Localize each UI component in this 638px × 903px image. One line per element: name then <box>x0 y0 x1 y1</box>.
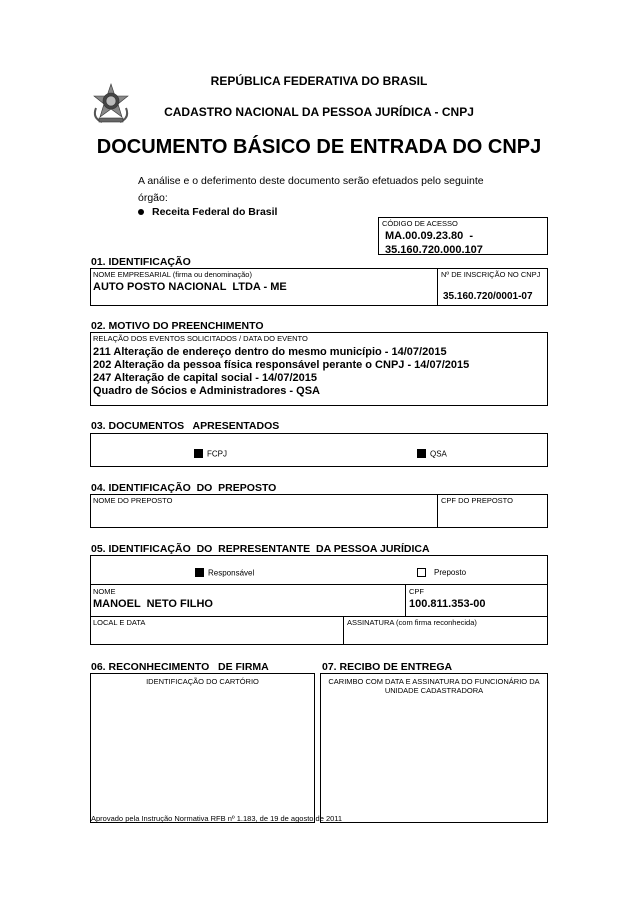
page-title: DOCUMENTO BÁSICO DE ENTRADA DO CNPJ <box>96 136 542 158</box>
footer-note: Aprovado pela Instrução Normativa RFB nº 1.183, de 19 de agosto de 2011 <box>91 814 343 823</box>
access-code-label: CÓDIGO DE ACESSO <box>382 219 458 228</box>
option-preposto-label: Preposto <box>434 568 467 578</box>
access-code-line1: MA.00.09.23.80 - <box>385 230 474 242</box>
company-name-label: NOME EMPRESARIAL (firma ou denominação) <box>93 270 252 279</box>
doc-fcpj <box>194 445 227 463</box>
event-item: 247 Alteração de capital social - 14/07/2015 <box>93 372 318 384</box>
section-05-box <box>90 555 548 645</box>
option-responsavel-label: Responsável <box>208 568 255 578</box>
access-code-box <box>378 217 548 255</box>
doc-qsa-label: QSA <box>430 449 447 459</box>
preposto-divider <box>437 495 438 527</box>
section-04-box <box>90 494 548 528</box>
events-label: RELAÇÃO DOS EVENTOS SOLICITADOS / DATA DO EVENTO <box>93 334 308 343</box>
access-code-line2: 35.160.720.000.107 <box>385 244 483 256</box>
bullet-text: Receita Federal do Brasil <box>152 206 278 218</box>
event-item: Quadro de Sócios e Administradores - QSA <box>93 385 320 397</box>
section-03-box <box>90 433 548 467</box>
section-02-box <box>90 332 548 406</box>
preposto-cpf-label: CPF DO PREPOSTO <box>441 496 513 505</box>
brazil-coat-of-arms-icon <box>90 82 132 126</box>
preposto-name-label: NOME DO PREPOSTO <box>93 496 173 505</box>
sign-divider <box>343 616 344 644</box>
option-responsavel <box>195 564 254 582</box>
event-item: 211 Alteração de endereço dentro do mesmo município - 14/07/2015 <box>93 346 447 358</box>
signature-label: ASSINATURA (com firma reconhecida) <box>347 618 477 627</box>
cnpj-divider <box>437 269 438 305</box>
event-item: 202 Alteração da pessoa física responsável perante o CNPJ - 14/07/2015 <box>93 359 470 371</box>
bullet-item <box>138 206 277 218</box>
bullet-icon <box>138 209 144 215</box>
cartorio-label: IDENTIFICAÇÃO DO CARTÓRIO <box>146 677 259 686</box>
company-name-value: AUTO POSTO NACIONAL LTDA - ME <box>93 281 287 293</box>
checkbox-unchecked-icon <box>417 568 426 577</box>
rep-cpf-label: CPF <box>409 587 424 596</box>
header-cnpj: CADASTRO NACIONAL DA PESSOA JURÍDICA - CNPJ <box>164 105 474 119</box>
section-07-title: 07. RECIBO DE ENTREGA <box>322 661 453 673</box>
local-date-label: LOCAL E DATA <box>93 618 146 627</box>
checkbox-checked-icon <box>194 449 203 458</box>
option-preposto <box>417 564 466 582</box>
cnpj-label: Nº DE INSCRIÇÃO NO CNPJ <box>441 270 541 279</box>
section-03-title: 03. DOCUMENTOS APRESENTADOS <box>91 420 280 432</box>
doc-fcpj-label: FCPJ <box>207 449 227 459</box>
section-01-title: 01. IDENTIFICAÇÃO <box>91 256 191 268</box>
section-06-box <box>90 673 315 823</box>
doc-qsa <box>417 445 447 463</box>
intro-text: A análise e o deferimento deste documento serão efetuados pelo seguinte órgão: <box>138 175 484 204</box>
rep-name-label: NOME <box>93 587 116 596</box>
row-divider <box>91 584 547 585</box>
section-05-title: 05. IDENTIFICAÇÃO DO REPRESENTANTE DA PESSOA JURÍDICA <box>91 543 430 555</box>
rep-name-value: MANOEL NETO FILHO <box>93 598 213 610</box>
section-07-box <box>320 673 548 823</box>
section-06-title: 06. RECONHECIMENTO DE FIRMA <box>91 661 269 673</box>
section-01-box <box>90 268 548 306</box>
checkbox-checked-icon <box>195 568 204 577</box>
row-divider <box>91 616 547 617</box>
section-04-title: 04. IDENTIFICAÇÃO DO PREPOSTO <box>91 482 277 494</box>
rep-cpf-value: 100.811.353-00 <box>409 598 486 610</box>
section-02-title: 02. MOTIVO DO PREENCHIMENTO <box>91 320 264 332</box>
cnpj-value: 35.160.720/0001-07 <box>443 291 533 302</box>
recibo-label: CARIMBO COM DATA E ASSINATURA DO FUNCIONÁRIO DA UNIDADE CADASTRADORA <box>328 677 540 695</box>
checkbox-checked-icon <box>417 449 426 458</box>
header-republic: REPÚBLICA FEDERATIVA DO BRASIL <box>210 74 428 88</box>
cpf-divider <box>405 584 406 616</box>
